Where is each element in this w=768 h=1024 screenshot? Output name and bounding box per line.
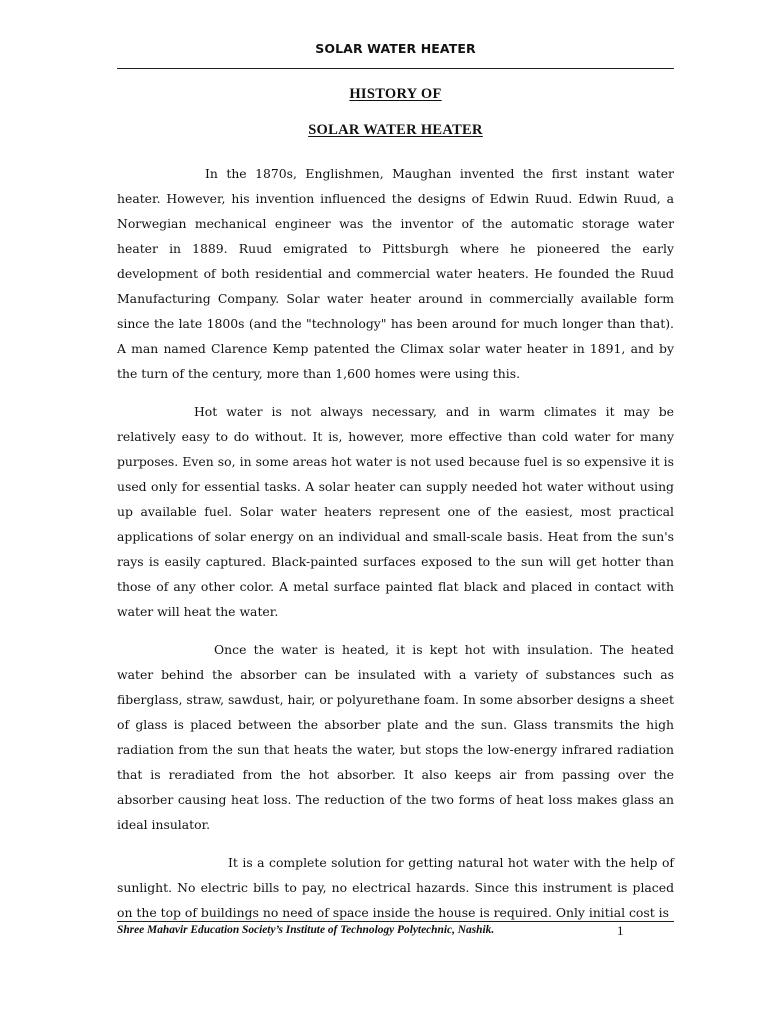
body-text: [117, 161, 674, 938]
paragraph-history: In the 1870s, Englishmen, Maughan invented the first instant water heater. However, his invention influenced the designs of Edwin Ruud. Edwin Ruud, a Norwegian mechanical engineer was the inventor of the automatic storage water heater in 1889. Ruud emigrated to Pittsburgh where he pioneered the early development of both residential and commercial water heaters. He founded the Ruud Manufacturing Company. Solar water heater around in commercially available form since the late 1800s (and the "technology" has been around for much longer than that). A man named Clarence Kemp patented the Climax solar water heater in 1891, and by the turn of the century, more than 1,600 homes were using this.: [117, 166, 674, 381]
footer-divider: [117, 921, 674, 922]
paragraph-hot-water: Hot water is not always necessary, and in warm climates it may be relatively easy to do without. It is, however, more effective than cold water for many purposes. Even so, in some areas hot water is not used because fuel is so expensive it is used only for essential tasks. A solar heater can supply needed hot water without using up available fuel. Solar water heaters represent one of the easiest, most practical applications of solar energy on an individual and small-scale basis. Heat from the sun's rays is easily captured. Black-painted surfaces exposed to the sun will get hotter than those of any other color. A metal surface painted flat black and placed in contact with water will heat the water.: [117, 404, 674, 619]
running-header: SOLAR WATER HEATER: [315, 41, 476, 56]
section-title-line-2: SOLAR WATER HEATER: [308, 122, 483, 138]
page-number: 1: [617, 923, 624, 938]
footer-institution: Shree Mahavir Education Society’s Institute of Technology Polytechnic, Nashik.: [117, 924, 495, 936]
paragraph-insulation: Once the water is heated, it is kept hot with insulation. The heated water behind the absorber can be insulated with a variety of substances such as fiberglass, straw, sawdust, hair, or polyurethane foam. In some absorber designs a sheet of glass is placed between the absorber plate and the sun. Glass transmits the high radiation from the sun that heats the water, but stops the low-energy infrared radiation that is reradiated from the hot absorber. It also keeps air from passing over the absorber causing heat loss. The reduction of the two forms of heat loss makes glass an ideal insulator.: [117, 642, 674, 832]
header-divider: [117, 68, 674, 69]
section-title-line-1: HISTORY OF: [349, 86, 442, 102]
paragraph-solution: It is a complete solution for getting natural hot water with the help of sunlight. No electric bills to pay, no electrical hazards. Since this instrument is placed on the top of buildings no need of space inside the house is required. Only initial cost is: [117, 855, 674, 920]
